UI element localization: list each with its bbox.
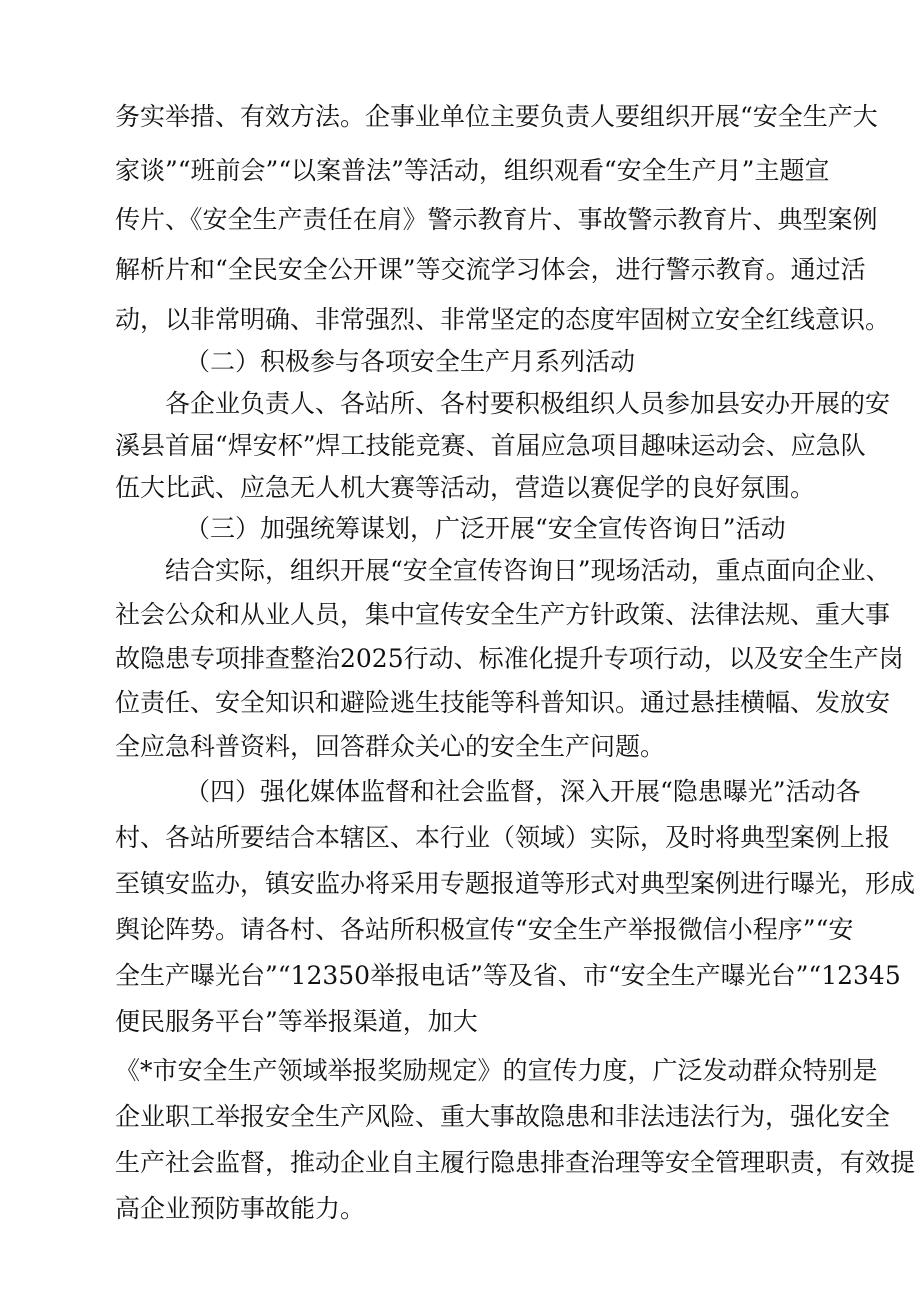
body-text-line: 各企业负责人、各站所、各村要积极组织人员参加县安办开展的安 bbox=[165, 389, 891, 418]
body-text-line: 全生产曝光台”“12350举报电话”等及省、市“安全生产曝光台”“12345 bbox=[115, 961, 901, 990]
body-text-line: 《*市安全生产领域举报奖励规定》的宣传力度，广泛发动群众特别是 bbox=[115, 1056, 878, 1085]
body-text-line: 伍大比武、应急无人机大赛等活动，营造以赛促学的良好氛围。 bbox=[115, 473, 816, 502]
section-heading: （四）强化媒体监督和社会监督，深入开展“隐患曝光”活动各 bbox=[185, 777, 861, 806]
section-heading: （二）积极参与各项安全生产月系列活动 bbox=[185, 347, 636, 376]
body-text-line: 故隐患专项排查整治2025行动、标准化提升专项行动，以及安全生产岗 bbox=[115, 644, 904, 673]
body-text-line: 便民服务平台”等举报渠道，加大 bbox=[115, 1007, 478, 1036]
body-text-line: 高企业预防事故能力。 bbox=[115, 1194, 366, 1223]
body-text-line: 企业职工举报安全生产风险、重大事故隐患和非法违法行为，强化安全 bbox=[115, 1102, 891, 1131]
body-text-line: 全应急科普资料，回答群众关心的安全生产问题。 bbox=[115, 732, 666, 761]
body-text-line: 结合实际，组织开展“安全宣传咨询日”现场活动，重点面向企业、 bbox=[165, 556, 891, 585]
body-text-line: 务实举措、有效方法。企事业单位主要负责人要组织开展“安全生产大 bbox=[115, 102, 878, 131]
body-text-line: 舆论阵势。请各村、各站所积极宣传“安全生产举报微信小程序”“安 bbox=[115, 915, 854, 944]
body-text-line: 社会公众和从业人员，集中宣传安全生产方针政策、法律法规、重大事 bbox=[115, 600, 891, 629]
body-text-line: 村、各站所要结合本辖区、本行业（领域）实际，及时将典型案例上报 bbox=[115, 823, 891, 852]
body-text-line: 解析片和“全民安全公开课”等交流学习体会，进行警示教育。通过活 bbox=[115, 255, 866, 284]
body-text-line: 生产社会监督，推动企业自主履行隐患排查治理等安全管理职责，有效提 bbox=[115, 1148, 916, 1177]
body-text-line: 至镇安监办，镇安监办将采用专题报道等形式对典型案例进行曝光，形成 bbox=[115, 869, 916, 898]
body-text-line: 位责任、安全知识和避险逃生技能等科普知识。通过悬挂横幅、发放安 bbox=[115, 688, 891, 717]
body-text-line: 家谈”“班前会”“以案普法”等活动，组织观看“安全生产月”主题宣 bbox=[115, 156, 830, 185]
body-text-line: 传片、《安全生产责任在肩》警示教育片、事故警示教育片、典型案例 bbox=[115, 205, 878, 234]
body-text-line: 动，以非常明确、非常强烈、非常坚定的态度牢固树立安全红线意识。 bbox=[115, 305, 891, 334]
body-text-line: 溪县首届“焊安杯”焊工技能竞赛、首届应急项目趣味运动会、应急队 bbox=[115, 431, 866, 460]
section-heading: （三）加强统筹谋划，广泛开展“安全宣传咨询日”活动 bbox=[185, 514, 786, 543]
